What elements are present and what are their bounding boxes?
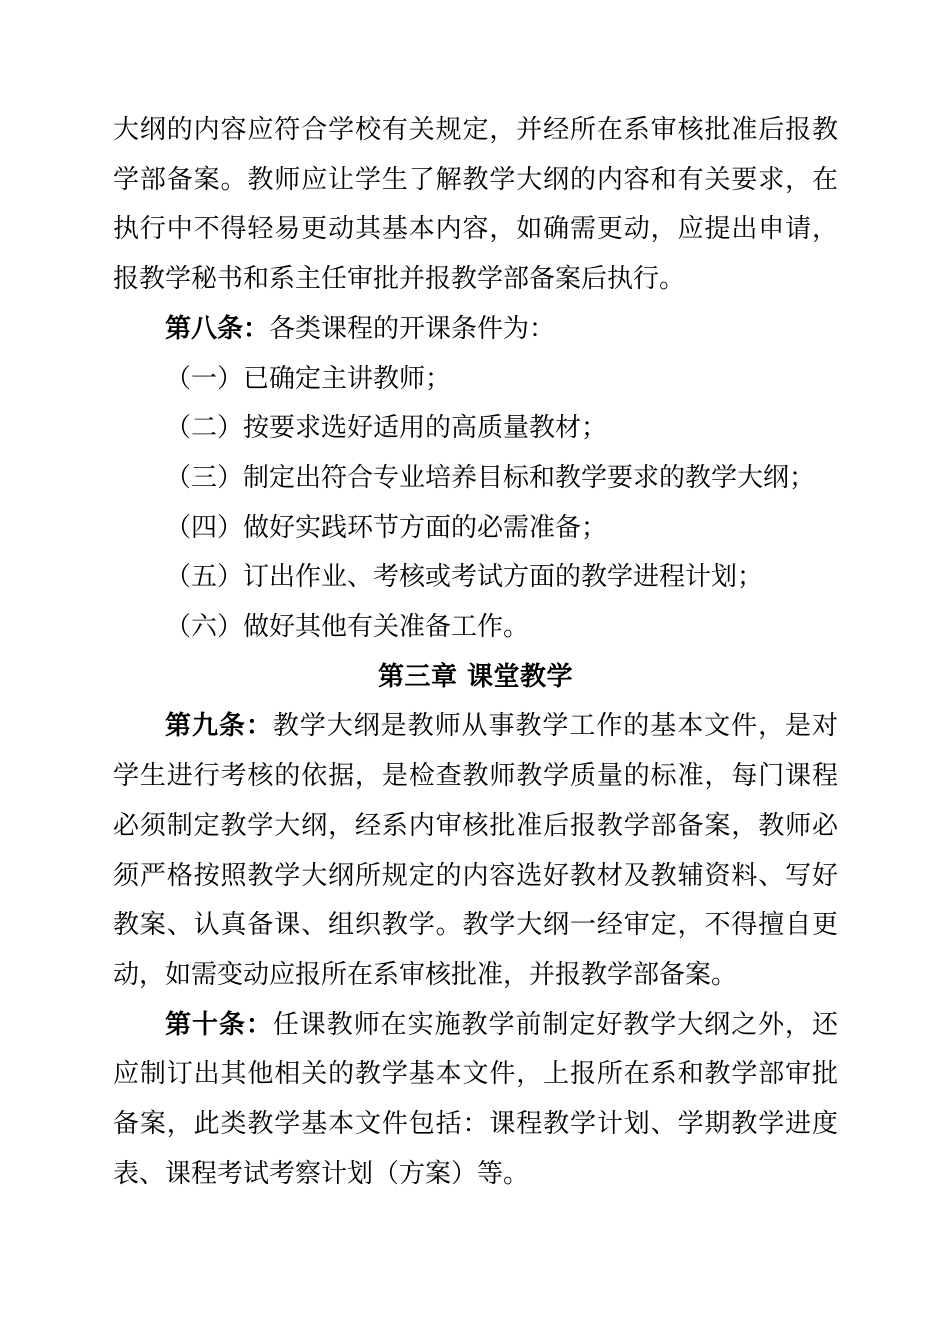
article-9-paragraph [113, 702, 838, 1000]
paragraph-continuation: 大纲的内容应符合学校有关规定，并经所在系审核批准后报教学部备案。教师应让学生了解教学大纲的内容和有关要求，在执行中不得轻易更动其基本内容，如确需更动，应提出申请，报教学秘书和系主任审批并报教学部备案后执行。 [113, 115, 838, 295]
document-body [113, 106, 838, 1199]
article-8-label: 第八条： [165, 313, 270, 344]
chapter-3-heading: 第三章 课堂教学 [377, 661, 574, 692]
article-8-item: （五）订出作业、考核或考试方面的教学进程计划； [165, 562, 764, 593]
article-8-item: （二）按要求选好适用的高质量教材； [165, 413, 608, 444]
article-8-text: 各类课程的开课条件为： [269, 313, 556, 344]
article-8-paragraph [113, 305, 838, 355]
article-9-label: 第九条： [165, 711, 273, 742]
article-8-item: （六）做好其他有关准备工作。 [165, 612, 530, 643]
article-8-item: （三）制定出符合专业培养目标和教学要求的教学大纲； [165, 462, 816, 493]
article-10-paragraph [113, 1001, 838, 1200]
article-9-text: 教学大纲是教师从事教学工作的基本文件，是对学生进行考核的依据，是检查教师教学质量的标准，每门课程必须制定教学大纲，经系内审核批准后报教学部备案，教师必须严格按照教学大纲所规定的内容选好教材及教辅资料、写好教案、认真备课、组织教学。教学大纲一经审定，不得擅自更动，如需变动应报所在系审核批准，并报教学部备案。 [113, 711, 838, 990]
article-8-item: （四）做好实践环节方面的必需准备； [165, 512, 608, 543]
article-8-item: （一）已确定主讲教师； [165, 363, 452, 394]
article-10-label: 第十条： [165, 1009, 273, 1040]
article-10-text: 任课教师在实施教学前制定好教学大纲之外，还应制订出其他相关的教学基本文件，上报所在系和教学部审批备案，此类教学基本文件包括：课程教学计划、学期教学进度表、课程考试考察计划（方案）等。 [113, 1009, 838, 1189]
